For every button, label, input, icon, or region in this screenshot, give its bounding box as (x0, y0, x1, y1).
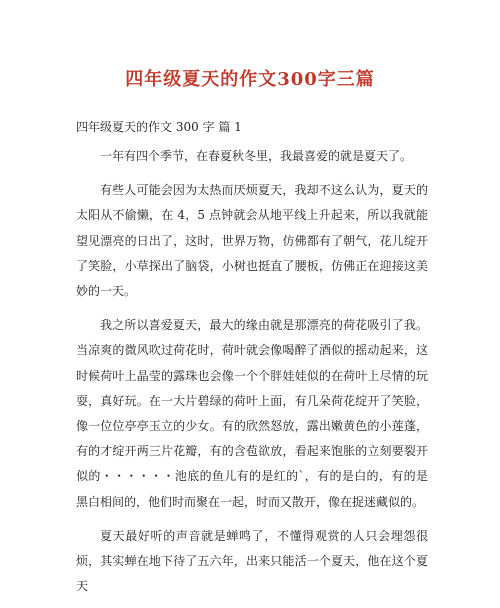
essay-body (76, 144, 428, 608)
essay-subtitle: 四年级夏天的作文 300 字 篇 1 (76, 120, 242, 134)
paragraph-3: 我之所以喜爱夏天，最大的缘由就是那漂亮的荷花吸引了我。当凉爽的微风吹过荷花时，荷叶就会像喝醉了酒似的摇动起来，这时候荷叶上晶莹的露珠也会像一个个胖娃娃似的在荷叶上尽情的玩耍，真好玩。在一大片碧绿的荷叶上面，有几朵荷花绽开了笑脸，像一位位亭亭玉立的少女。有的欣然怒放，露出嫩黄色的小莲蓬，有的才绽开两三片花瓣，有的含苞欲放，看起来饱胀的立刻要裂开似的・・・・・・池底的鱼儿有的是红的`，有的是白的，有的是黑白相间的，他们时而聚在一起，时而又散开，像在捉迷藏似的。 (76, 318, 428, 509)
paragraph-1: 一年有四个季节，在春夏秋冬里，我最喜爱的就是夏天了。 (100, 149, 413, 163)
paragraph-2: 有些人可能会因为太热而厌烦夏天，我却不这么认为，夏天的太阳从不偷懒，在 4，5 点钟就会从地平线上升起来，所以我就能望见漂亮的日出了，这时，世界万物，仿佛都有了朝气，花儿绽开了笑脸，小草探出了脑袋，小树也挺直了腰板，仿佛正在迎接这美妙的一天。 (76, 183, 428, 299)
paragraph-4: 夏天最好听的声音就是蝉鸣了，不懂得观赏的人只会埋怨很烦，其实蝉在地下待了五六年，出来只能活一个夏天，他在这个夏天 (76, 528, 428, 594)
document-title: 四年级夏天的作文300字三篇 (125, 69, 375, 90)
